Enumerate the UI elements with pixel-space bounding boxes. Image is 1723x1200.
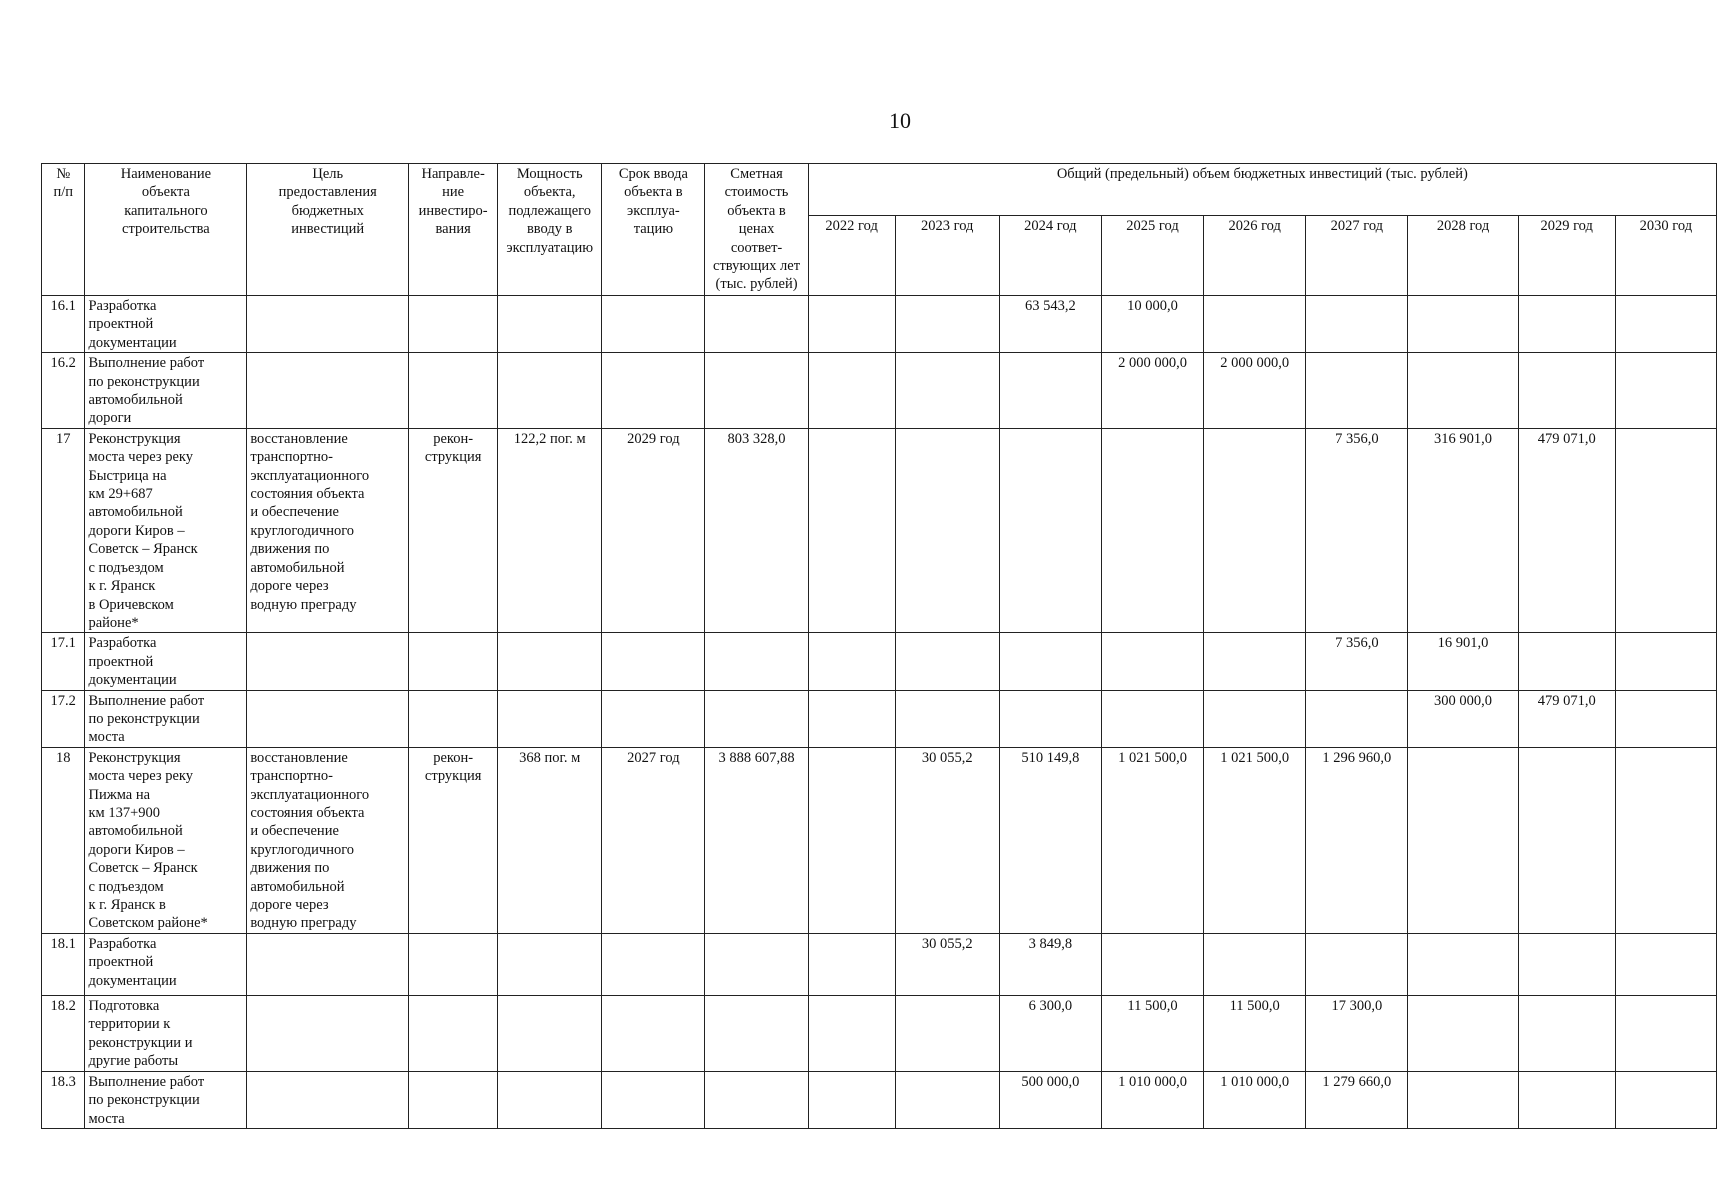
row-number: 16.1 <box>42 296 85 353</box>
object-capacity <box>498 296 602 353</box>
year-value <box>808 690 895 747</box>
object-name: Разработка проектной документации <box>85 633 247 690</box>
year-value: 316 901,0 <box>1408 428 1518 632</box>
year-value: 1 010 000,0 <box>1101 1071 1203 1128</box>
row-number: 18.2 <box>42 995 85 1071</box>
commissioning-term: 2027 год <box>602 747 705 933</box>
year-value <box>1518 1071 1615 1128</box>
estimated-cost <box>705 633 808 690</box>
investment-direction: рекон- струкция <box>409 747 498 933</box>
year-value <box>1518 296 1615 353</box>
row-number: 16.2 <box>42 353 85 429</box>
commissioning-term <box>602 1071 705 1128</box>
header-year: 2022 год <box>808 216 895 296</box>
table-row <box>42 353 1717 429</box>
header-row-top <box>42 164 1717 216</box>
year-value <box>1408 995 1518 1071</box>
year-value: 510 149,8 <box>999 747 1101 933</box>
year-value: 2 000 000,0 <box>1101 353 1203 429</box>
year-value <box>1204 690 1306 747</box>
table-row <box>42 747 1717 933</box>
year-value <box>895 296 999 353</box>
row-number: 18.1 <box>42 933 85 995</box>
header-term: Срок ввода объекта в эксплуа- тацию <box>602 164 705 296</box>
year-value <box>808 747 895 933</box>
year-value: 10 000,0 <box>1101 296 1203 353</box>
header-num: № п/п <box>42 164 85 296</box>
commissioning-term: 2029 год <box>602 428 705 632</box>
object-name: Реконструкция моста через реку Быстрица на км 29+687 автомобильной дороги Киров – Советск – Яранск с подъездом к г. Яранск в Оричевском районе* <box>85 428 247 632</box>
year-value <box>1204 933 1306 995</box>
year-value <box>999 633 1101 690</box>
header-total-investment: Общий (предельный) объем бюджетных инвестиций (тыс. рублей) <box>808 164 1716 216</box>
year-value <box>1518 633 1615 690</box>
table-row <box>42 1071 1717 1128</box>
commissioning-term <box>602 296 705 353</box>
year-value <box>1101 690 1203 747</box>
year-value: 3 849,8 <box>999 933 1101 995</box>
object-name: Разработка проектной документации <box>85 296 247 353</box>
header-year: 2027 год <box>1306 216 1408 296</box>
commissioning-term <box>602 353 705 429</box>
commissioning-term <box>602 933 705 995</box>
object-capacity <box>498 995 602 1071</box>
year-value: 500 000,0 <box>999 1071 1101 1128</box>
estimated-cost <box>705 995 808 1071</box>
object-capacity: 122,2 пог. м <box>498 428 602 632</box>
investment-goal: восстановление транспортно- эксплуатационного состояния объекта и обеспечение круглогодичного движения по автомобильной дороге через водную преграду <box>247 428 409 632</box>
year-value <box>1204 296 1306 353</box>
estimated-cost <box>705 353 808 429</box>
year-value <box>895 428 999 632</box>
year-value: 479 071,0 <box>1518 690 1615 747</box>
year-value: 1 279 660,0 <box>1306 1071 1408 1128</box>
year-value: 1 021 500,0 <box>1204 747 1306 933</box>
year-value: 63 543,2 <box>999 296 1101 353</box>
commissioning-term <box>602 633 705 690</box>
investment-direction <box>409 933 498 995</box>
investment-goal <box>247 933 409 995</box>
investment-direction <box>409 690 498 747</box>
estimated-cost: 803 328,0 <box>705 428 808 632</box>
investment-direction <box>409 296 498 353</box>
row-number: 18.3 <box>42 1071 85 1128</box>
row-number: 17.2 <box>42 690 85 747</box>
year-value <box>1518 933 1615 995</box>
header-year: 2023 год <box>895 216 999 296</box>
table-row <box>42 933 1717 995</box>
year-value: 7 356,0 <box>1306 428 1408 632</box>
investment-direction <box>409 1071 498 1128</box>
header-capacity: Мощность объекта, подлежащего вводу в эксплуатацию <box>498 164 602 296</box>
year-value <box>1306 296 1408 353</box>
year-value <box>1518 353 1615 429</box>
year-value <box>808 428 895 632</box>
year-value <box>1408 353 1518 429</box>
year-value <box>808 296 895 353</box>
header-name: Наименование объекта капитального строительства <box>85 164 247 296</box>
budget-investment-table <box>41 163 1717 1129</box>
year-value <box>1408 933 1518 995</box>
header-year: 2025 год <box>1101 216 1203 296</box>
table-row <box>42 633 1717 690</box>
year-value <box>1306 933 1408 995</box>
year-value <box>1615 1071 1716 1128</box>
page-number: 10 <box>889 108 911 133</box>
header-year: 2029 год <box>1518 216 1615 296</box>
header-direction: Направле- ние инвестиро- вания <box>409 164 498 296</box>
investment-goal <box>247 995 409 1071</box>
object-capacity: 368 пог. м <box>498 747 602 933</box>
year-value <box>808 995 895 1071</box>
investment-direction <box>409 995 498 1071</box>
row-number: 18 <box>42 747 85 933</box>
object-capacity <box>498 353 602 429</box>
year-value <box>1101 428 1203 632</box>
object-capacity <box>498 690 602 747</box>
year-value: 16 901,0 <box>1408 633 1518 690</box>
estimated-cost: 3 888 607,88 <box>705 747 808 933</box>
year-value <box>1615 995 1716 1071</box>
object-name: Подготовка территории к реконструкции и другие работы <box>85 995 247 1071</box>
row-number: 17.1 <box>42 633 85 690</box>
year-value: 1 296 960,0 <box>1306 747 1408 933</box>
table-row <box>42 995 1717 1071</box>
header-year: 2028 год <box>1408 216 1518 296</box>
year-value <box>1518 995 1615 1071</box>
year-value: 11 500,0 <box>1101 995 1203 1071</box>
object-name: Выполнение работ по реконструкции моста <box>85 1071 247 1128</box>
investment-direction <box>409 353 498 429</box>
estimated-cost <box>705 933 808 995</box>
year-value <box>999 428 1101 632</box>
object-capacity <box>498 933 602 995</box>
year-value <box>808 633 895 690</box>
year-value <box>895 633 999 690</box>
header-year: 2024 год <box>999 216 1101 296</box>
object-capacity <box>498 633 602 690</box>
year-value <box>895 1071 999 1128</box>
year-value <box>1615 690 1716 747</box>
investment-goal <box>247 690 409 747</box>
object-name: Разработка проектной документации <box>85 933 247 995</box>
year-value <box>999 690 1101 747</box>
year-value <box>895 353 999 429</box>
year-value <box>1615 428 1716 632</box>
commissioning-term <box>602 995 705 1071</box>
year-value <box>1204 633 1306 690</box>
estimated-cost <box>705 296 808 353</box>
investment-goal <box>247 296 409 353</box>
year-value <box>808 933 895 995</box>
year-value: 30 055,2 <box>895 933 999 995</box>
year-value <box>1408 1071 1518 1128</box>
table-row <box>42 296 1717 353</box>
year-value <box>808 353 895 429</box>
year-value <box>1204 428 1306 632</box>
year-value <box>1615 633 1716 690</box>
investment-goal <box>247 353 409 429</box>
estimated-cost <box>705 1071 808 1128</box>
year-value <box>895 690 999 747</box>
year-value <box>1101 633 1203 690</box>
year-value <box>895 995 999 1071</box>
investment-direction <box>409 633 498 690</box>
year-value <box>1615 747 1716 933</box>
year-value <box>1408 747 1518 933</box>
investment-goal <box>247 1071 409 1128</box>
year-value <box>1408 296 1518 353</box>
header-year: 2030 год <box>1615 216 1716 296</box>
table-row <box>42 690 1717 747</box>
year-value <box>1306 690 1408 747</box>
year-value: 7 356,0 <box>1306 633 1408 690</box>
year-value: 1 010 000,0 <box>1204 1071 1306 1128</box>
investment-goal <box>247 633 409 690</box>
year-value: 30 055,2 <box>895 747 999 933</box>
year-value <box>1615 353 1716 429</box>
year-value: 479 071,0 <box>1518 428 1615 632</box>
object-capacity <box>498 1071 602 1128</box>
year-value <box>1306 353 1408 429</box>
year-value <box>1615 296 1716 353</box>
year-value: 17 300,0 <box>1306 995 1408 1071</box>
year-value: 11 500,0 <box>1204 995 1306 1071</box>
year-value <box>1101 933 1203 995</box>
commissioning-term <box>602 690 705 747</box>
header-goal: Цель предоставления бюджетных инвестиций <box>247 164 409 296</box>
object-name: Выполнение работ по реконструкции автомобильной дороги <box>85 353 247 429</box>
investment-goal: восстановление транспортно- эксплуатационного состояния объекта и обеспечение круглогодичного движения по автомобильной дороге через водную преграду <box>247 747 409 933</box>
year-value: 1 021 500,0 <box>1101 747 1203 933</box>
row-number: 17 <box>42 428 85 632</box>
estimated-cost <box>705 690 808 747</box>
year-value <box>808 1071 895 1128</box>
header-year: 2026 год <box>1204 216 1306 296</box>
year-value <box>1615 933 1716 995</box>
object-name: Выполнение работ по реконструкции моста <box>85 690 247 747</box>
year-value <box>999 353 1101 429</box>
header-cost: Сметная стоимость объекта в ценах соответ- ствующих лет (тыс. рублей) <box>705 164 808 296</box>
year-value: 6 300,0 <box>999 995 1101 1071</box>
table-row <box>42 428 1717 632</box>
year-value <box>1518 747 1615 933</box>
investment-direction: рекон- струкция <box>409 428 498 632</box>
year-value: 2 000 000,0 <box>1204 353 1306 429</box>
year-value: 300 000,0 <box>1408 690 1518 747</box>
object-name: Реконструкция моста через реку Пижма на км 137+900 автомобильной дороги Киров – Советск – Яранск с подъездом к г. Яранск в Советском районе* <box>85 747 247 933</box>
